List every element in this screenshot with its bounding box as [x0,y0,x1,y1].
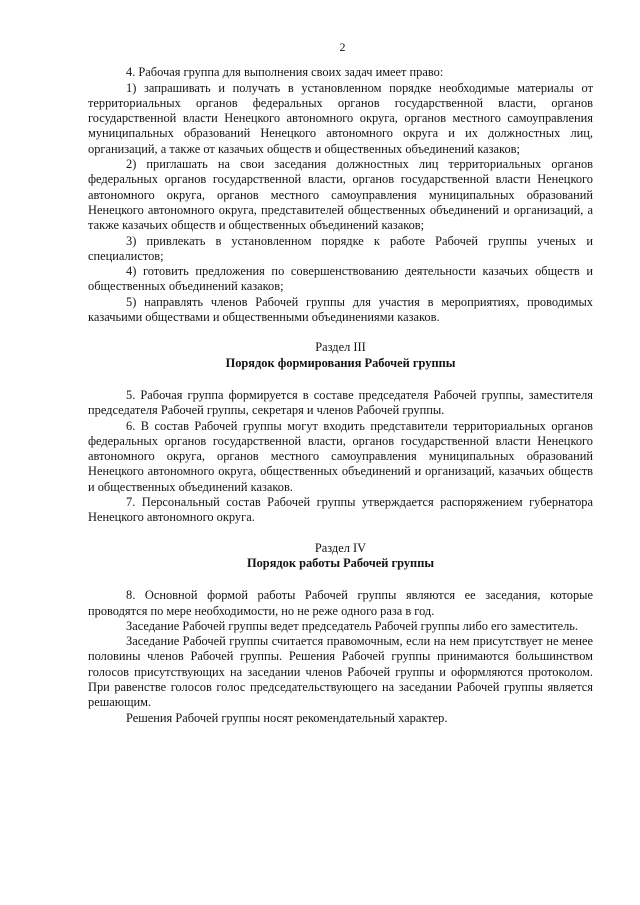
section-3-heading: Порядок формирования Рабочей группы [225,355,456,370]
section-4-paragraph-advisory: Решения Рабочей группы носят рекомендательный характер. [126,710,448,725]
rights-item-2: 2) приглашать на свои заседания должностных лиц территориальных органов федеральных органов государственной власти, органов государственной власти Ненецкого автономного округа, органов местного самоуправления муниципальных образований Ненецкого автономного округа, представителей общественных объединений и организаций, а также казачьих обществ и общественных объединений казаков; [88,157,593,233]
rights-item-4: 4) готовить предложения по совершенствованию деятельности казачьих обществ и общественных объединений казаков; [88,264,593,294]
section-4-paragraph-quorum: Заседание Рабочей группы считается правомочным, если на нем присутствует не менее половины членов Рабочей группы. Решения Рабочей группы принимаются большинством голосов присутствующих на заседании членов Рабочей группы и оформляются протоколом. При равенстве голосов голос председательствующего на заседании Рабочей группы является решающим. [88,634,593,710]
section-3-paragraph-6: 6. В состав Рабочей группы могут входить представители территориальных органов федеральных органов государственной власти, органов государственной власти Ненецкого автономного округа, органов местного самоуправления муниципальных образований Ненецкого автономного округа, общественных объединений и организаций, казачьих обществ и общественных объединений казаков. [88,418,593,494]
rights-lead: 4. Рабочая группа для выполнения своих задач имеет право: [126,65,444,80]
rights-item-5: 5) направлять членов Рабочей группы для участия в мероприятиях, проводимых казачьими обществами и общественными объединениями казаков. [88,294,593,325]
section-spacer [88,526,593,541]
section-4-paragraph-chair: Заседание Рабочей группы ведет председатель Рабочей группы либо его заместитель. [126,618,579,633]
section-3-label: Раздел III [315,340,366,355]
document-page [88,40,593,726]
section-4-label: Раздел IV [314,540,367,555]
rights-item-3: 3) привлекать в установленном порядке к работе Рабочей группы ученых и специалистов; [88,233,593,263]
section-3 [88,340,593,525]
rights-block [88,65,593,325]
section-4 [88,541,593,726]
section-3-paragraph-7: 7. Персональный состав Рабочей группы утверждается распоряжением губернатора Ненецкого автономного округа. [88,495,593,525]
section-4-paragraph-8: 8. Основной формой работы Рабочей группы являются ее заседания, которые проводятся по мере необходимости, но не реже одного раза в год. [88,588,593,618]
section-3-paragraph-5: 5. Рабочая группа формируется в составе председателя Рабочей группы, заместителя председателя Рабочей группы, секретаря и членов Рабочей группы. [88,387,593,418]
section-spacer [88,325,593,340]
rights-item-1: 1) запрашивать и получать в установленном порядке необходимые материалы от территориальных органов федеральных органов государственной власти, органов государственной власти Ненецкого автономного округа, органов местного самоуправления муниципальных образований Ненецкого автономного округа и их должностных лиц, организаций, а также от казачьих обществ и общественных объединений казаков; [88,80,593,156]
page-number: 2 [339,40,346,54]
section-4-heading: Порядок работы Рабочей группы [246,555,435,570]
